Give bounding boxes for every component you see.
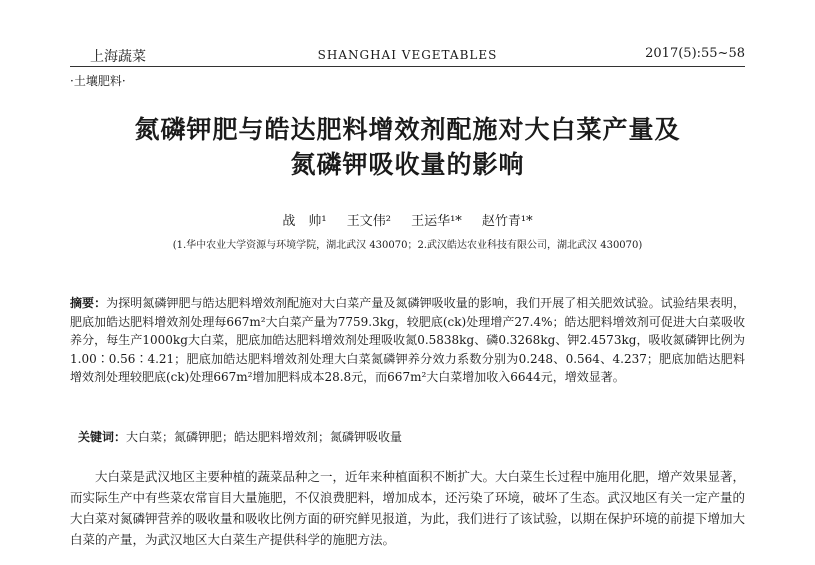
author: 王文伟² xyxy=(346,214,391,229)
abstract-text: 为探明氮磷钾肥与皓达肥料增效剂配施对大白菜产量及氮磷钾吸收量的影响，我们开展了相关肥效试验。试验结果表明，肥底加皓达肥料增效剂处理每667m²大白菜产量为7759.3kg，较肥底(ck)处理增产27.4%；皓达肥料增效剂可促进大白菜吸收养分，每生产1000kg大白菜，肥底加皓达肥料增效剂处理吸收氮0.5838kg、磷0.3268kg、钾2.4573kg，吸收氮磷钾比例为1.00∶0.56∶4.21；肥底加皓达肥料增效剂处理大白菜氮磷钾养分效力系数分别为0.248、0.564、4.237；肥底加皓达肥料增效剂处理较肥底(ck)处理667m²增加肥料成本28.8元，而667m²大白菜增加收入6644元，增效显著。 xyxy=(70,296,745,384)
title-line-2: 氮磷钾吸收量的影响 xyxy=(290,150,525,179)
title-line-1: 氮磷钾肥与皓达肥料增效剂配施对大白菜产量及 xyxy=(134,115,681,144)
keywords-label: 关键词： xyxy=(78,430,127,444)
intro-paragraph: 大白菜是武汉地区主要种植的蔬菜品种之一，近年来种植面积不断扩大。大白菜生长过程中施用化肥，增产效果显著，而实际生产中有些菜农常盲目大量施肥，不仅浪费肥料，增加成本，还污染了环境，破坏了生态。武汉地区有关一定产量的大白菜对氮磷钾营养的吸收量和吸收比例方面的研究鲜见报道，为此，我们进行了该试验，以期在保护环境的前提下增加大白菜的产量，为武汉地区大白菜生产提供科学的施肥方法。 xyxy=(70,469,746,547)
section-label: ·土壤肥料· xyxy=(70,74,126,88)
affiliations: (1.华中农业大学资源与环境学院，湖北武汉 430070；2.武汉皓达农业科技有限公司，湖北武汉 430070) xyxy=(172,240,643,251)
author: 赵竹青¹* xyxy=(481,214,533,229)
issue-pages: 2017(5):55~58 xyxy=(645,46,745,61)
abstract-label: 摘要： xyxy=(70,296,107,310)
author: 王运华¹* xyxy=(411,214,462,229)
page-header xyxy=(70,40,745,67)
keywords-text: 大白菜；氮磷钾肥；皓达肥料增效剂；氮磷钾吸收量 xyxy=(126,430,403,444)
author-list xyxy=(0,210,815,229)
journal-name-cn: 上海蔬菜 xyxy=(90,49,146,65)
journal-name-en: SHANGHAI VEGETABLES xyxy=(317,48,498,62)
abstract xyxy=(70,294,745,387)
author: 战 帅¹ xyxy=(282,214,327,229)
paper-title xyxy=(0,112,815,182)
keywords xyxy=(78,428,745,445)
